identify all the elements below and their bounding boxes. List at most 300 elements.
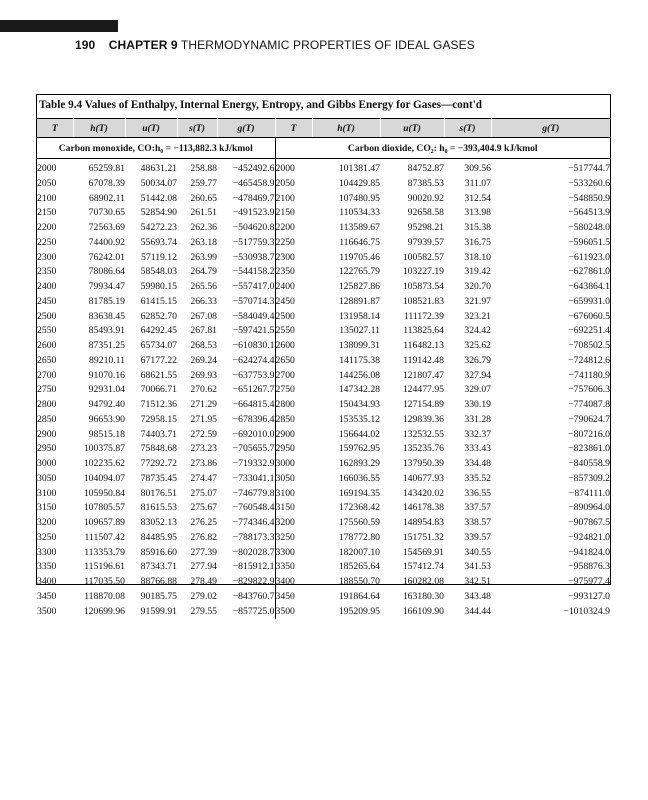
table-cell: 2700 [275,369,312,384]
table-cell: 84752.87 [407,163,444,174]
table-cell: 135235.76 [402,443,444,455]
table-row [37,236,610,251]
table-cell: 64292.45 [140,325,177,337]
table-cell: 150434.93 [338,399,380,410]
table-cell: −624274.4 [232,354,275,366]
table-cell: −708502.5 [568,340,610,351]
table-cell: 327.94 [464,369,491,381]
table-cell: −802028.7 [232,546,275,558]
table-cell: 3050 [37,472,57,484]
table-cell: 320.70 [464,281,491,292]
table-cell: 115196.61 [84,561,125,573]
table-cell: −533260.6 [568,177,610,189]
table-row [37,487,610,502]
table-cell: 111507.42 [84,531,125,543]
table-row [37,383,610,398]
table-cell: −570714.3 [232,295,275,307]
table-row [37,159,610,177]
table-cell: 96653.90 [88,413,125,425]
table-cell: 2750 [275,383,312,398]
table-cell: −676060.5 [568,310,610,322]
table-cell: 160282.08 [402,576,444,587]
table-cell: 3300 [37,546,57,558]
table-cell: −890964.0 [568,502,610,514]
table-cell: −746779.8 [232,487,275,499]
table-cell: −760548.4 [232,502,275,514]
table-cell: −724812.6 [568,354,610,366]
table-row [37,501,610,516]
table-cell: 260.65 [190,192,217,204]
table-cell: 113825.64 [403,325,444,337]
table-cell: 343.48 [464,590,491,602]
table-cell: 101381.47 [338,163,380,174]
table-cell: 79934.47 [88,281,125,292]
table-cell: 2400 [275,280,312,295]
table-cell: 156644.02 [338,428,380,440]
table-cell: 319.42 [464,266,491,278]
table-cell: 2550 [275,324,312,339]
table-cell: 2500 [37,310,57,322]
table-cell: 138099.31 [338,340,380,351]
gas-header-left: Carbon monoxide, CO:h₀ = −113,882.3 kJ/kmol [37,138,275,159]
column-header: s(T) [177,119,217,138]
table-row [37,177,610,192]
table-cell: 129839.36 [402,413,444,425]
table-cell: −651267.7 [232,384,275,396]
table-cell: 141175.38 [339,354,380,366]
table-cell: 3500 [275,605,312,620]
table-cell: 3450 [37,590,57,602]
chapter-label: CHAPTER 9 [108,38,178,52]
table-cell: 102235.62 [83,458,125,469]
table-cell: 2600 [275,339,312,354]
table-cell: 57119.12 [141,251,177,263]
table-cell: 2950 [275,442,312,457]
table-cell: −733041.1 [232,472,275,484]
table-cell: 128891.87 [338,295,380,307]
table-cell: 81615.53 [140,502,177,514]
table-cell: −610830.1 [232,340,275,351]
table-row [37,457,610,472]
table-cell: −924821.0 [568,531,610,543]
table-cell: 166036.55 [338,472,380,484]
table-row [37,398,610,413]
table-cell: 68621.55 [140,369,177,381]
table-cell: 3300 [275,546,312,561]
table-cell: 172368.42 [338,502,380,514]
properties-table [37,118,610,619]
table-cell: 2550 [37,325,57,337]
table-row [37,516,610,531]
table-cell: 103227.19 [402,266,444,278]
table-cell: −637753.9 [232,369,275,381]
table-cell: 127154.89 [402,399,444,410]
table-cell: 84485.95 [140,531,177,543]
table-cell: 74400.92 [88,236,125,248]
table-cell: 267.81 [190,325,217,337]
table-cell: −874111.0 [568,487,610,499]
table-cell: 50034.07 [140,177,177,189]
table-cell: 333.43 [464,443,491,455]
table-cell: −627861.0 [568,266,610,278]
table-cell: −580248.0 [568,222,610,233]
table-cell: −857725.0 [232,605,275,617]
table-cell: 2800 [275,398,312,413]
table-cell: 157412.74 [402,561,444,573]
table-cell: 169194.35 [338,487,380,499]
table-cell: 278.49 [190,576,217,587]
table-cell: −452492.6 [232,163,275,174]
table-cell: −719332.9 [232,458,275,469]
table-cell: 2450 [275,295,312,310]
table-cell: −517744.7 [568,163,610,174]
table-cell: 151751.32 [402,531,444,543]
table-body [37,159,610,620]
table-cell: 332.37 [464,428,491,440]
table-cell: 163180.30 [402,590,444,602]
table-cell: 107805.57 [83,502,125,514]
table-cell: 113589.67 [339,222,380,233]
column-header: s(T) [444,119,491,138]
table-cell: −611923.0 [568,251,610,263]
table-cell: 140677.93 [402,472,444,484]
table-row [37,265,610,280]
table-cell: 3200 [37,517,57,528]
table-cell: −530938.7 [232,251,275,263]
table-cell: 67177.22 [140,354,177,366]
table-cell: 119705.46 [339,251,380,263]
table-cell: 191864.64 [338,590,380,602]
table-cell: 144256.08 [338,369,380,381]
table-cell: 75848.68 [140,443,177,455]
table-cell: 2200 [37,222,57,233]
table-cell: 91599.91 [140,605,177,617]
table-cell: 78735.45 [140,472,177,484]
table-cell: 85493.91 [88,325,125,337]
table-cell: 3500 [37,605,57,617]
table-cell: 2650 [275,354,312,369]
table-cell: 2250 [275,236,312,251]
table-cell: −597421.5 [232,325,275,337]
table-cell: 3250 [275,531,312,546]
table-cell: 312.54 [464,192,491,204]
table-cell: 2300 [275,251,312,266]
table-cell: 324.42 [464,325,491,337]
table-cell: 2900 [275,428,312,443]
table-cell: 266.33 [190,295,217,307]
table-cell: 113353.79 [84,546,125,558]
table-row [37,605,610,620]
table-cell: 334.48 [464,458,491,469]
column-header: g(T) [491,119,610,138]
table-row [37,442,610,457]
table-row [37,546,610,561]
table-cell: 135027.11 [339,325,380,337]
table-cell: 330.19 [464,399,491,410]
table-cell: 269.93 [190,369,217,381]
table-cell: −741180.9 [568,369,610,381]
table-cell: 110534.33 [339,207,380,219]
gas-header-row [37,138,610,159]
table-cell: 329.07 [464,384,491,396]
table-cell: 2850 [275,413,312,428]
table-cell: 94792.40 [88,399,125,410]
table-cell: −596051.5 [568,236,610,248]
table-cell: 2150 [37,207,57,219]
table-cell: −907867.5 [568,517,610,528]
table-cell: 125827.86 [338,281,380,292]
table-cell: 279.02 [190,590,217,602]
table-cell: 338.57 [464,517,491,528]
table-cell: −823861.0 [568,443,610,455]
table-row [37,428,610,443]
table-cell: −774346.4 [232,517,275,528]
table-row [37,221,610,236]
table-cell: 3400 [37,576,57,587]
table-cell: 83052.13 [140,517,177,528]
table-cell: 277.94 [190,561,217,573]
table-cell: 3100 [37,487,57,499]
table-cell: 166109.90 [402,605,444,617]
table-cell: −857309.2 [568,472,610,484]
table-cell: 3350 [275,560,312,575]
table-cell: 52854.90 [140,207,177,219]
table-cell: −1010324.9 [563,605,610,617]
table-cell: 178772.80 [338,531,380,543]
table-cell: 65259.81 [88,163,125,174]
table-row [37,531,610,546]
table-cell: 72958.15 [140,413,177,425]
table-cell: 2700 [37,369,57,381]
table-cell: 2400 [37,281,57,292]
table-cell: 182007.10 [338,546,380,558]
table-cell: 3200 [275,516,312,531]
table-cell: 264.79 [190,266,217,278]
table-cell: 148954.83 [402,517,444,528]
table-cell: 335.52 [464,472,491,484]
table-cell: 277.39 [190,546,217,558]
table-cell: 315.38 [464,222,491,233]
gas-header-right: Carbon dioxide, CO₂: h₀ = −393,404.9 kJ/kmol [275,138,610,159]
table-cell: 51442.08 [140,192,177,204]
table-cell: 90020.92 [407,192,444,204]
table-cell: −584049.4 [232,310,275,322]
table-cell: 143420.02 [402,487,444,499]
table-cell: 147342.28 [338,384,380,396]
table-cell: 2050 [37,177,57,189]
table-row [37,324,610,339]
table-cell: 70730.65 [88,207,125,219]
table-cell: −958876.3 [568,561,610,573]
table-cell: 67078.39 [88,177,125,189]
table-cell: 188550.70 [338,576,380,587]
table-cell: 3350 [37,561,57,573]
table-cell: 55693.74 [140,236,177,248]
table-cell: 276.25 [190,517,217,528]
table-cell: 100582.57 [402,251,444,263]
table-cell: 78086.64 [88,266,125,278]
table-cell: 3150 [37,502,57,514]
table-row [37,472,610,487]
table-cell: 276.82 [190,531,217,543]
table-cell: −678396.4 [232,413,275,425]
table-row [37,206,610,221]
table-cell: 87343.71 [140,561,177,573]
table-cell: −993127.0 [568,590,610,602]
table-cell: 267.08 [190,310,217,322]
table-cell: −564513.9 [568,207,610,219]
page-header-bar [0,20,118,32]
table-cell: 273.86 [190,458,217,469]
table-cell: 68902.11 [89,192,125,204]
column-header: h(T) [312,119,380,138]
table-cell: −659931.0 [568,295,610,307]
table-cell: 185265.64 [338,561,380,573]
table-cell: 117035.50 [84,576,125,587]
table-cell: 195209.95 [338,605,380,617]
table-cell: 70066.71 [140,384,177,396]
table-cell: 119142.48 [403,354,444,366]
table-cell: −478469.7 [232,192,275,204]
table-cell: 263.18 [190,236,217,248]
table-row [37,280,610,295]
table-cell: 109657.89 [83,517,125,528]
table-cell: 2850 [37,413,57,425]
table-cell: 3150 [275,501,312,516]
table-cell: 268.53 [190,340,217,351]
table-cell: 2000 [37,163,57,174]
table-row [37,590,610,605]
table-cell: −548850.9 [568,192,610,204]
table-cell: 76242.01 [88,251,125,263]
table-cell: 325.62 [464,340,491,351]
table-cell: 2950 [37,443,57,455]
table-cell: −504620.8 [232,222,275,233]
table-cell: 116482.13 [403,340,444,351]
table-cell: −757606.3 [568,384,610,396]
table-cell: 265.56 [190,281,217,292]
table-cell: 107480.95 [338,192,380,204]
table-row [37,310,610,325]
table-cell: 118870.08 [84,590,125,602]
table-cell: −774087.8 [568,399,610,410]
table-cell: 83638.45 [88,310,125,322]
table-frame [36,94,611,617]
table-cell: 331.28 [464,413,491,425]
table-cell: 159762.95 [338,443,380,455]
table-row [37,413,610,428]
table-cell: 116646.75 [339,236,380,248]
chapter-title: THERMODYNAMIC PROPERTIES OF IDEAL GASES [180,38,475,52]
table-cell: 90185.75 [140,590,177,602]
table-cell: 337.57 [464,502,491,514]
table-cell: −788173.3 [232,531,275,543]
table-cell: −692010.0 [232,428,275,440]
table-cell: 154569.91 [402,546,444,558]
table-cell: 344.44 [464,605,491,617]
table-row [37,369,610,384]
table-cell: 318.10 [464,251,491,263]
table-cell: 104429.85 [338,177,380,189]
table-cell: 80176.51 [140,487,177,499]
table-cell: 62852.70 [140,310,177,322]
table-cell: 61415.15 [140,295,177,307]
table-cell: −557417.0 [232,281,275,292]
table-cell: 2100 [275,192,312,207]
column-header: h(T) [73,119,125,138]
table-cell: 95298.21 [407,222,444,233]
table-cell: 309.56 [464,163,491,174]
table-cell: 321.97 [464,295,491,307]
table-cell: 279.55 [190,605,217,617]
table-cell: 311.07 [464,177,491,189]
table-cell: 3250 [37,531,57,543]
table-cell: 2150 [275,206,312,221]
table-cell: 131958.14 [338,310,380,322]
table-cell: 100375.87 [83,443,125,455]
table-row [37,354,610,369]
table-cell: 87351.25 [88,340,125,351]
table-cell: −807216.0 [568,428,610,440]
table-cell: 111172.39 [403,310,444,322]
table-cell: −692251.4 [568,325,610,337]
table-cell: 2100 [37,192,57,204]
table-cell: 81785.19 [88,295,125,307]
table-cell: −491523.9 [232,207,275,219]
table-cell: 326.79 [464,354,491,366]
table-row [37,192,610,207]
table-cell: 88766.88 [140,576,177,587]
table-cell: −941824.0 [568,546,610,558]
table-cell: 2450 [37,295,57,307]
table-cell: 124477.95 [402,384,444,396]
table-cell: 3100 [275,487,312,502]
table-cell: 270.62 [190,384,217,396]
table-cell: 74403.71 [140,428,177,440]
column-header: g(T) [217,119,275,138]
table-cell: 2750 [37,384,57,396]
table-cell: 2300 [37,251,57,263]
table-cell: 273.23 [190,443,217,455]
table-cell: 104094.07 [83,472,125,484]
table-cell: 261.51 [190,207,217,219]
table-cell: 162893.29 [338,458,380,469]
table-cell: 259.77 [190,177,217,189]
table-cell: 272.59 [190,428,217,440]
table-cell: 146178.38 [402,502,444,514]
table-cell: −465458.9 [232,177,275,189]
table-cell: 58548.03 [140,266,177,278]
table-cell: −815912.1 [232,561,275,573]
table-cell: 2250 [37,236,57,248]
table-cell: 275.07 [190,487,217,499]
table-cell: 2900 [37,428,57,440]
table-cell: 3050 [275,472,312,487]
table-cell: 262.36 [190,222,217,233]
table-cell: 105873.54 [402,281,444,292]
column-header: T [37,119,73,138]
table-cell: 89210.11 [89,354,125,366]
table-cell: 87385.53 [407,177,444,189]
table-cell: 2650 [37,354,57,366]
table-cell: 91070.16 [88,369,125,381]
table-cell: 65734.07 [140,340,177,351]
table-cell: 339.57 [464,531,491,543]
table-cell: 72563.69 [88,222,125,233]
table-row [37,560,610,575]
table-cell: 2050 [275,177,312,192]
table-cell: 271.29 [190,399,217,410]
